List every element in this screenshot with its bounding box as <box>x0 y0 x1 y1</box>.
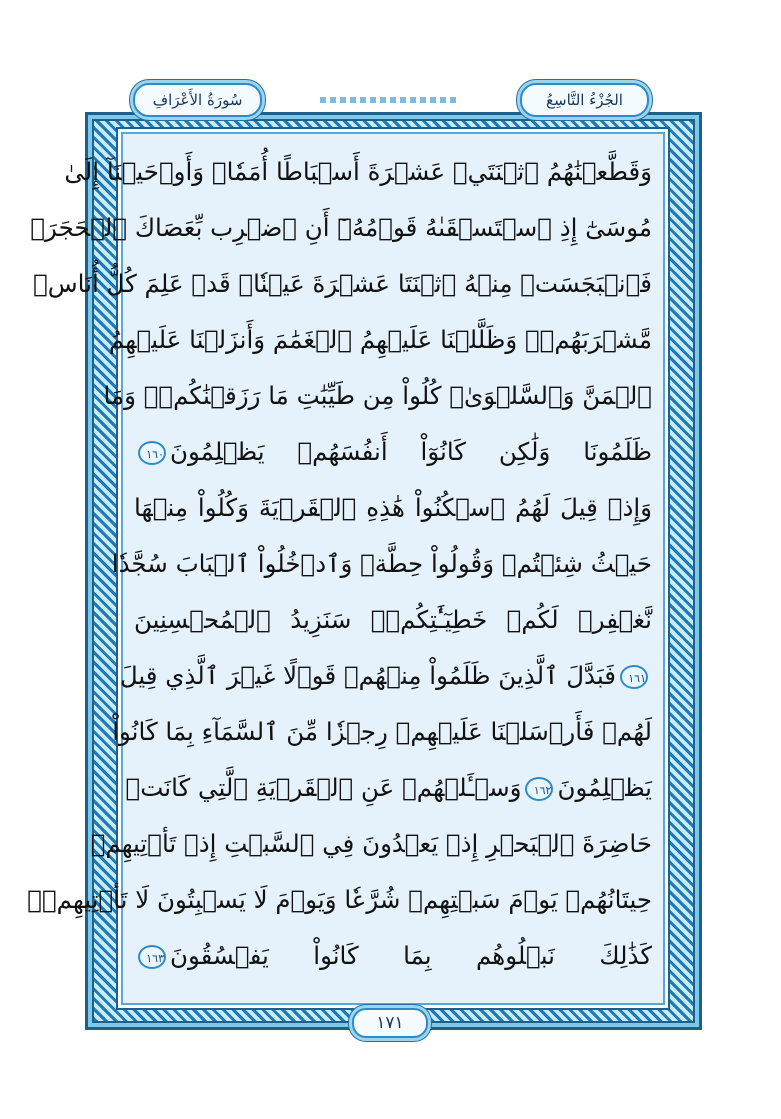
verse-text: ٱلۡمَنَّ وَٱلسَّلۡوَىٰۖ كُلُواْ مِن طَيِّبَٰتِ مَا رَزَقۡنَٰكُمۡۚ وَمَا <box>103 381 652 410</box>
verse-text: مُوسَىٰٓ إِذِ ٱسۡتَسۡقَىٰهُ قَوۡمُهُۥٓ أَنِ ٱضۡرِب بِّعَصَاكَ ٱلۡحَجَرَۖ <box>30 213 652 242</box>
verse-text: حَيۡثُ شِئۡتُمۡ وَقُولُواْ حِطَّةٞ وَٱدۡخُلُواْ ٱلۡبَابَ سُجَّدٗا <box>111 549 652 578</box>
text-line-7 <box>134 480 652 536</box>
ayah-number-marker: ١٦٢ <box>525 777 553 801</box>
text-line-11 <box>112 704 652 760</box>
text-line-10 <box>119 648 652 704</box>
text-line-4 <box>108 312 652 368</box>
ayah-number-marker: ١٦٣ <box>138 945 166 969</box>
verse-text: مَّشۡرَبَهُمۡۚ وَظَلَّلۡنَا عَلَيۡهِمُ ٱلۡغَمَٰمَ وَأَنزَلۡنَا عَلَيۡهِمُ <box>108 325 652 354</box>
text-line-9 <box>134 592 652 648</box>
text-line-13 <box>90 816 652 872</box>
ayah-number-marker: ١٦١ <box>620 665 648 689</box>
juz-name-label: الجُزْءُ التَّاسِعُ <box>520 83 649 117</box>
page-number: ١٧١ <box>352 1008 428 1038</box>
verse-text: كَذَٰلِكَ نَبۡلُوهُم بِمَا كَانُواْ يَفۡسُقُونَ <box>170 941 652 970</box>
verse-text: وَقَطَّعۡنَٰهُمُ ٱثۡنَتَيۡ عَشۡرَةَ أَسۡبَاطًا أُمَمٗاۚ وَأَوۡحَيۡنَآ إِلَىٰ <box>64 157 652 186</box>
verse-text: نَّغۡفِرۡ لَكُمۡ خَطِيٓـَٰٔتِكُمۡۚ سَنَزِيدُ ٱلۡمُحۡسِنِينَ <box>134 605 652 634</box>
quran-text <box>27 140 660 988</box>
verse-text: وَسۡـَٔلۡهُمۡ عَنِ ٱلۡقَرۡيَةِ ٱلَّتِي كَانَتۡ <box>125 773 522 802</box>
verse-text: فَبَدَّلَ ٱلَّذِينَ ظَلَمُواْ مِنۡهُمۡ قَوۡلًا غَيۡرَ ٱلَّذِي قِيلَ <box>119 661 616 690</box>
text-line-1 <box>64 144 652 200</box>
verse-text: يَظۡلِمُونَ <box>557 773 652 802</box>
verse-text: فَٱنۢبَجَسَتۡ مِنۡهُ ٱثۡنَتَا عَشۡرَةَ عَيۡنٗاۖ قَدۡ عَلِمَ كُلُّ أُنَاسٖ <box>33 269 652 298</box>
surah-name-label: سُورَةُ الأَعْرَافِ <box>133 83 262 117</box>
text-line-12 <box>125 760 652 816</box>
text-line-3 <box>33 256 652 312</box>
text-line-5 <box>103 368 652 424</box>
text-line-8 <box>111 536 652 592</box>
header-ornament <box>320 97 460 103</box>
verse-text: ظَلَمُونَا وَلَٰكِن كَانُوٓاْ أَنفُسَهُمۡ يَظۡلِمُونَ <box>170 437 652 466</box>
text-line-2 <box>30 200 652 256</box>
verse-text: حَاضِرَةَ ٱلۡبَحۡرِ إِذۡ يَعۡدُونَ فِي ٱلسَّبۡتِ إِذۡ تَأۡتِيهِمۡ <box>90 829 652 858</box>
text-line-6 <box>134 424 652 480</box>
verse-text: حِيتَانُهُمۡ يَوۡمَ سَبۡتِهِمۡ شُرَّعٗا وَيَوۡمَ لَا يَسۡبِتُونَ لَا تَأۡتِيهِمۡۚ <box>27 885 652 914</box>
verse-text: لَهُمۡ فَأَرۡسَلۡنَا عَلَيۡهِمۡ رِجۡزٗا مِّنَ ٱلسَّمَآءِ بِمَا كَانُواْ <box>112 717 652 746</box>
text-line-14 <box>27 872 652 928</box>
text-line-15 <box>134 928 652 984</box>
verse-text: وَإِذۡ قِيلَ لَهُمُ ٱسۡكُنُواْ هَٰذِهِ ٱلۡقَرۡيَةَ وَكُلُواْ مِنۡهَا <box>134 493 652 522</box>
ayah-number-marker: ١٦٠ <box>138 441 166 465</box>
